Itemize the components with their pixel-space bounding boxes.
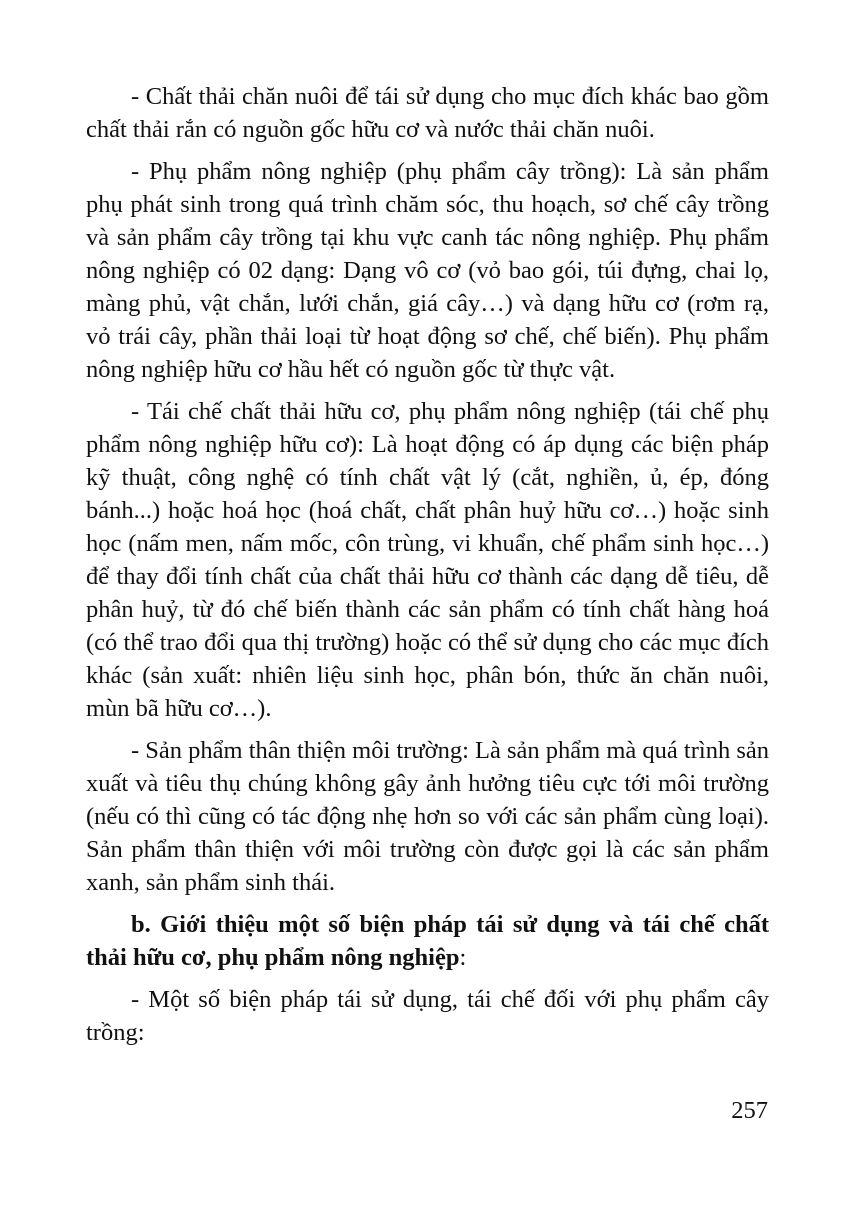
- paragraph-livestock-waste: - Chất thải chăn nuôi để tái sử dụng cho mục đích khác bao gồm chất thải rắn có nguồn gốc hữu cơ và nước thải chăn nuôi.: [86, 83, 769, 143]
- paragraph-recycling-definition: - Tái chế chất thải hữu cơ, phụ phẩm nông nghiệp (tái chế phụ phẩm nông nghiệp hữu cơ): Là hoạt động có áp dụng các biện pháp kỹ thuật, công nghệ có tính chất vật lý (cắt, nghiền, ủ, ép, đóng bánh...) hoặc hoá học (hoá chất, chất phân huỷ hữu cơ…) hoặc sinh học (nấm men, nấm mốc, côn trùng, vi khuẩn, chế phẩm sinh học…) để thay đổi tính chất của chất thải hữu cơ thành các dạng dễ tiêu, dễ phân huỷ, từ đó chế biến thành các sản phẩm có tính chất hàng hoá (có thể trao đổi qua thị trường) hoặc có thể sử dụng cho các mục đích khác (sản xuất: nhiên liệu sinh học, phân bón, thức ăn chăn nuôi, mùn bã hữu cơ…).: [86, 398, 769, 722]
- paragraph-eco-friendly-products: - Sản phẩm thân thiện môi trường: Là sản phẩm mà quá trình sản xuất và tiêu thụ chúng không gây ảnh hưởng tiêu cực tới môi trường (nếu có thì cũng có tác động nhẹ hơn so với các sản phẩm cùng loại). Sản phẩm thân thiện với môi trường còn được gọi là các sản phẩm xanh, sản phẩm sinh thái.: [86, 737, 769, 896]
- section-heading-colon: :: [459, 944, 467, 971]
- section-heading-bold: b. Giới thiệu một số biện pháp tái sử dụng và tái chế chất thải hữu cơ, phụ phẩm nông nghiệp: [86, 911, 769, 971]
- paragraph-agricultural-byproducts: - Phụ phẩm nông nghiệp (phụ phẩm cây trồng): Là sản phẩm phụ phát sinh trong quá trình chăm sóc, thu hoạch, sơ chế cây trồng và sản phẩm cây trồng tại khu vực canh tác nông nghiệp. Phụ phẩm nông nghiệp có 02 dạng: Dạng vô cơ (vỏ bao gói, túi đựng, chai lọ, màng phủ, vật chắn, lưới chắn, giá cây…) và dạng hữu cơ (rơm rạ, vỏ trái cây, phần thải loại từ hoạt động sơ chế, chế biến). Phụ phẩm nông nghiệp hữu cơ hầu hết có nguồn gốc từ thực vật.: [86, 158, 769, 383]
- page-body: [86, 80, 769, 1058]
- page-number: 257: [731, 1097, 768, 1124]
- section-heading: [86, 908, 769, 974]
- paragraph-crop-byproduct-measures: - Một số biện pháp tái sử dụng, tái chế đối với phụ phẩm cây trồng:: [86, 986, 769, 1046]
